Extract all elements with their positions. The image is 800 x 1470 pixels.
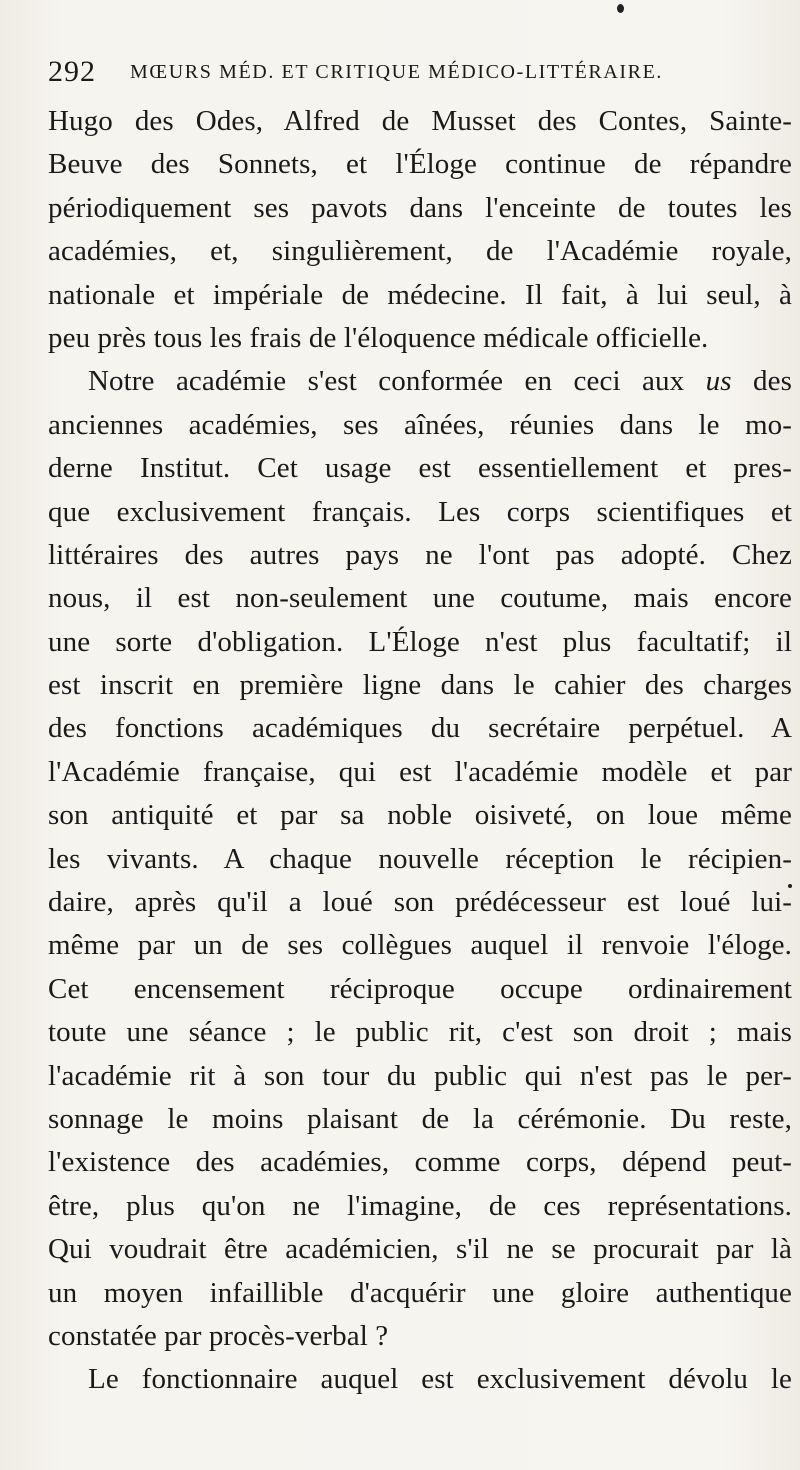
body-text xyxy=(48,100,792,1402)
text-line: derne Institut. Cet usage est essentiellement et pres- xyxy=(48,452,792,485)
text-line: est inscrit en première ligne dans le cahier des charges xyxy=(48,669,792,702)
text-line: daire, après qu'il a loué son prédécesseur est loué lui- xyxy=(48,886,792,919)
text-line: périodiquement ses pavots dans l'enceinte de toutes les xyxy=(48,191,792,224)
text-line: anciennes académies, ses aînées, réunies dans le mo- xyxy=(48,408,792,441)
text-line: l'existence des académies, comme corps, dépend peut- xyxy=(48,1146,792,1179)
text-line: être, plus qu'on ne l'imagine, de ces représentations. xyxy=(48,1189,792,1222)
text-line: l'Académie française, qui est l'académie modèle et par xyxy=(48,755,792,788)
text-line: une sorte d'obligation. L'Éloge n'est plus facultatif; il xyxy=(48,625,792,658)
paragraph-start-line: Notre académie s'est conformée en ceci aux us des xyxy=(88,365,792,398)
text-line: littéraires des autres pays ne l'ont pas adopté. Chez xyxy=(48,538,792,571)
text-line: que exclusivement français. Les corps scientifiques et xyxy=(48,495,792,528)
text-line: des fonctions académiques du secrétaire perpétuel. A xyxy=(48,712,792,745)
text-line: constatée par procès-verbal ? xyxy=(48,1319,389,1352)
page-header xyxy=(48,52,788,92)
text-line: même par un de ses collègues auquel il renvoie l'éloge. xyxy=(48,929,792,962)
text-line: Qui voudrait être académicien, s'il ne se procurait par là xyxy=(48,1233,792,1266)
text-line: nous, il est non-seulement une coutume, mais encore xyxy=(48,582,792,615)
running-head: MŒURS MÉD. ET CRITIQUE MÉDICO-LITTÉRAIRE. xyxy=(130,61,663,83)
text-line: Hugo des Odes, Alfred de Musset des Contes, Sainte- xyxy=(48,105,792,137)
text-line: sonnage le moins plaisant de la cérémonie. Du reste, xyxy=(48,1102,792,1135)
text-line: académies, et, singulièrement, de l'Académie royale, xyxy=(48,235,792,268)
text-line: son antiquité et par sa noble oisiveté, on loue même xyxy=(48,799,792,832)
ink-speck xyxy=(617,4,624,13)
text-line: nationale et impériale de médecine. Il fait, à lui seul, à xyxy=(48,278,792,311)
paragraph-start-line: Le fonctionnaire auquel est exclusivement dévolu le xyxy=(88,1363,792,1396)
text-line: toute une séance ; le public rit, c'est son droit ; mais xyxy=(48,1016,792,1049)
text-line: les vivants. A chaque nouvelle réception le récipien- xyxy=(48,842,792,875)
text-line: un moyen infaillible d'acquérir une gloire authentique xyxy=(48,1276,792,1309)
text-line: peu près tous les frais de l'éloquence médicale officielle. xyxy=(48,321,709,354)
page-number: 292 xyxy=(48,55,96,88)
text-line: Cet encensement réciproque occupe ordinairement xyxy=(48,972,792,1005)
text-line: l'académie rit à son tour du public qui n'est pas le per- xyxy=(48,1059,792,1092)
text-line: Beuve des Sonnets, et l'Éloge continue de répandre xyxy=(48,148,792,181)
